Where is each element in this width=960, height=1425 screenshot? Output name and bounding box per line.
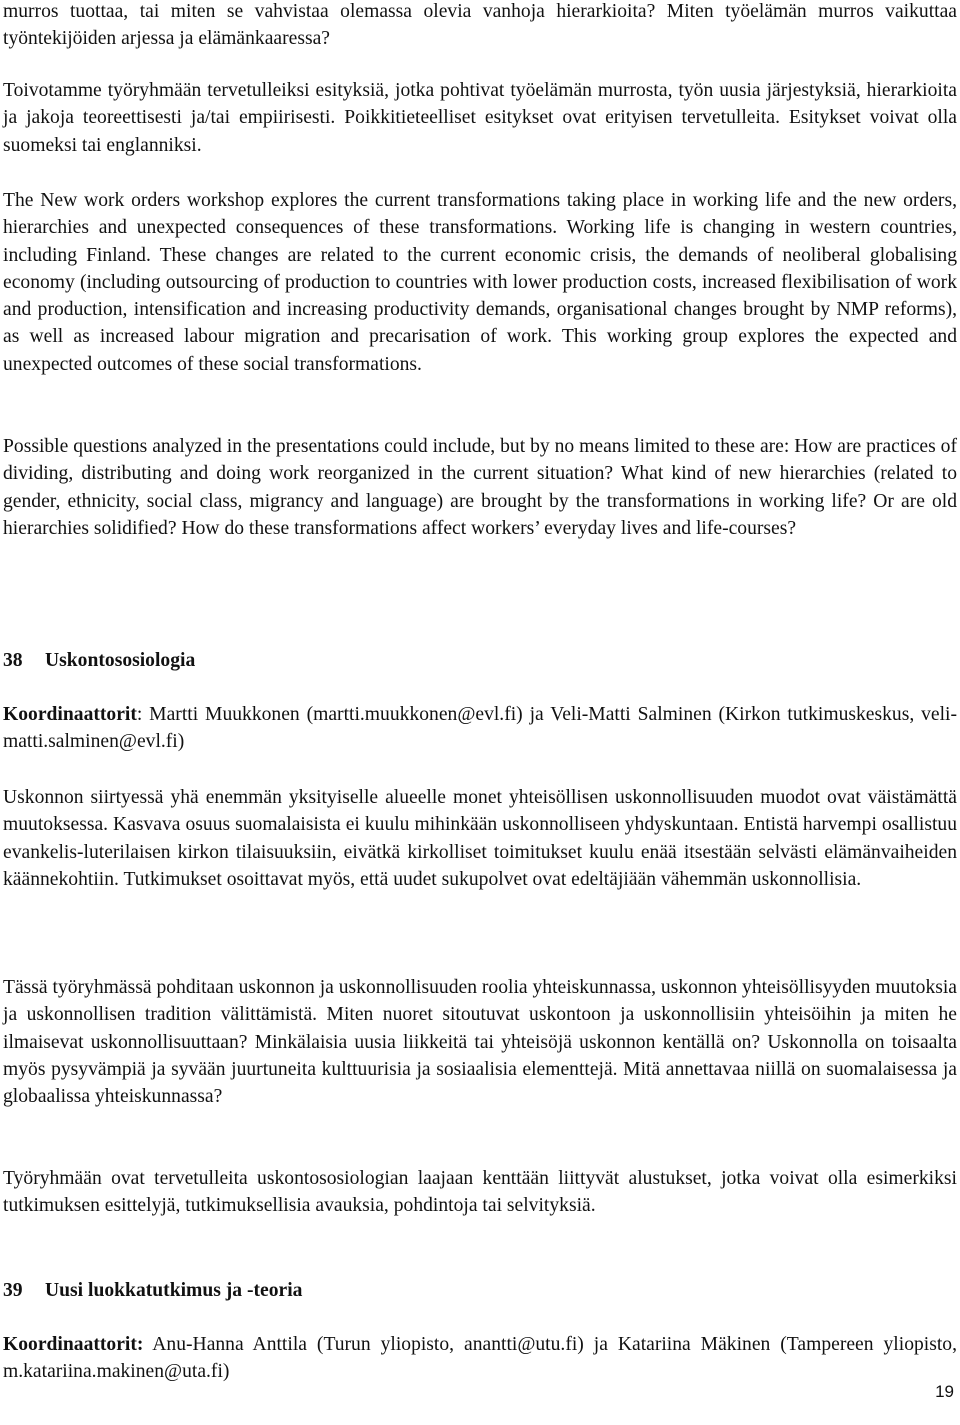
intro-en-paragraph-2: Possible questions analyzed in the presentations could include, but by no means limited to these are: How are practices of dividing, distributing and doing work reorganized in the current situation? What kind of new hierarchies (related to gender, ethnicity, social class, migrancy and language) are brought by the transformations in working life? Or are old hierarchies solidified? How do these transformations affect workers’ everyday lives and life-courses?	[3, 436, 957, 539]
section-38-number: 38	[3, 650, 23, 671]
section-39-number: 39	[3, 1280, 23, 1301]
section-38-heading	[3, 647, 957, 674]
section-39-title: Uusi luokkatutkimus ja -teoria	[45, 1280, 303, 1301]
section-38-title: Uskontososiologia	[45, 650, 196, 671]
section-39-coordinators	[3, 1331, 957, 1386]
intro-en-paragraph-1: The New work orders workshop explores the current transformations taking place in working life and the new orders, hierarchies and unexpected consequences of these transformations. Working life is changing in western countries, including Finland. These changes are related to the current economic crisis, the demands of neoliberal globalising economy (including outsourcing of production to countries with lower production costs, increased flexibilisation of work and production, intensification and increasing productivity demands, organisational changes brought by NMP reforms), as well as increased labour migration and precarisation of work. This working group explores the expected and unexpected outcomes of these social transformations.	[3, 190, 957, 375]
section-38-paragraph-2: Tässä työryhmässä pohditaan uskonnon ja uskonnollisuuden roolia yhteiskunnassa, uskonnon yhteisöllisyyden muutoksia ja uskonnollisen tradition välittämistä. Miten nuoret sitoutuvat uskontoon ja uskonnollisiin yhteisöihin ja miten he ilmaisevat uskonnollisuuttaan? Minkälaisia uusia liikkeitä tai yhteisöjä uskonnon kentällä on? Uskonnolla on toisaalta myös pysyvämpiä ja syvään juurtuneita kulttuurisia ja sosiaalisia elementtejä. Mitä annettavaa niillä on suomalaisessa ja globaalissa yhteiskunnassa?	[3, 977, 958, 1108]
section-39-heading	[3, 1277, 957, 1304]
section-39-coordinators-text: Anu-Hanna Anttila (Turun yliopisto, anantti@utu.fi) ja Katariina Mäkinen (Tampereen yliopisto, m.katariina.makinen@uta.fi)	[3, 1334, 957, 1383]
section-38-paragraph-1: Uskonnon siirtyessä yhä enemmän yksityiselle alueelle monet yhteisöllisen uskonnollisuuden muodot ovat väistämättä muutoksessa. Kasvava osuus suomalaisista ei kuulu mihinkään uskonnolliseen yhdyskuntaan. Entistä harvempi osallistuu evankelis-luterilaisen kirkon tilaisuuksiin, eivätkä kirkolliset toimitukset kuulu enää itsestään selvästi elämänvaiheiden käännekohtiin. Tutkimukset osoittavat myös, että uudet sukupolvet ovat edeltäjiään vähemmän uskonnollisia.	[3, 787, 957, 890]
section-38-coordinators-label: Koordinaattorit	[3, 704, 137, 725]
section-39-coordinators-label: Koordinaattorit:	[3, 1334, 144, 1355]
intro-fi-paragraph-1: murros tuottaa, tai miten se vahvistaa olemassa olevia vanhoja hierarkioita? Miten työelämän murros vaikuttaa työntekijöiden arjessa ja elämänkaaressa?	[3, 1, 957, 50]
section-38-coordinators-text: : Martti Muukkonen (martti.muukkonen@evl.fi) ja Veli-Matti Salminen (Kirkon tutkimuskeskus, veli-matti.salminen@evl.fi)	[3, 704, 957, 753]
intro-fi-paragraph-2: Toivotamme työryhmään tervetulleiksi esityksiä, jotka pohtivat työelämän murrosta, työn uusia järjestyksiä, hierarkioita ja jakoja teoreettisesti ja/tai empiirisesti. Poikkitieteelliset esitykset ovat erityisen tervetulleita. Esitykset voivat olla suomeksi tai englanniksi.	[3, 80, 957, 156]
page-number: 19	[935, 1382, 954, 1401]
section-38-coordinators	[3, 701, 957, 756]
section-38-paragraph-3: Työryhmään ovat tervetulleita uskontososiologian laajaan kenttään liittyvät alustukset, jotka voivat olla esimerkiksi tutkimuksen esittelyjä, tutkimuksellisia avauksia, pohdintoja tai selvityksiä.	[3, 1168, 957, 1217]
